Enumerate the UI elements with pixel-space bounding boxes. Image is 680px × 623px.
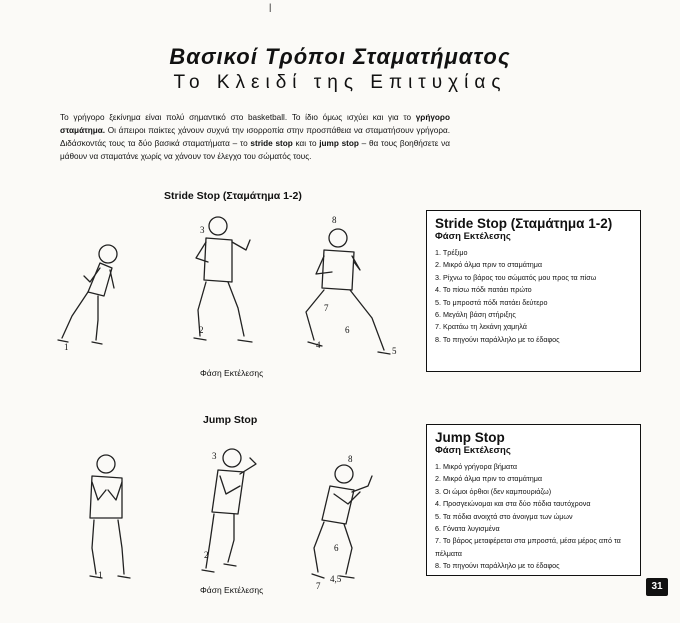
list-item: 8. Το πηγούνι παράλληλο με το έδαφος (435, 561, 560, 571)
list-item: 7. Κρατάω τη λεκάνη χαμηλά (435, 322, 527, 332)
list-item: 2. Μικρό άλμα πριν το σταμάτημα (435, 260, 543, 270)
list-item: 3. Οι ώμοι όρθιοι (δεν καμπουριάζω) (435, 486, 552, 496)
stride-label-3: 3 (200, 225, 205, 235)
stride-figure-hop (194, 217, 252, 342)
page-title: Βασικοί Τρόποι Σταματήματος (169, 44, 511, 69)
jump-box-subtitle: Φάση Εκτέλεσης (435, 445, 511, 456)
intro-bold-fast-stop: γρήγορο σταμάτημα. (60, 113, 450, 135)
jump-label-2: 2 (204, 550, 209, 560)
list-item: 8. Το πηγούνι παράλληλο με το έδαφος (435, 334, 560, 344)
jump-figure-hop (202, 449, 256, 572)
stride-label-4: 4 (316, 340, 321, 350)
list-item: 1. Μικρό γρήγορα βήματα (435, 462, 518, 471)
jump-figure-ready (90, 455, 130, 578)
intro-text-1: Το γρήγορο ξεκίνημα είναι πολύ σημαντικό στο basketball. Το ίδιο όμως ισχύει και για το (60, 113, 416, 122)
stride-label-1: 1 (64, 342, 69, 352)
page-subtitle: Το Κλειδί της Επιτυχίας (173, 72, 507, 93)
list-item: 4. Προσγειώνομαι και στα δύο πόδια ταυτόχρονα (435, 499, 591, 509)
list-item: 1. Τρέξιμο (435, 248, 468, 257)
jump-label-1: 1 (98, 570, 103, 580)
intro-bold-stride-stop: stride stop (250, 139, 293, 148)
jump-figure-caption: Φάση Εκτέλεσης (200, 585, 264, 595)
jump-label-3: 3 (212, 451, 217, 461)
intro-bold-jump-stop: jump stop (319, 139, 359, 148)
jump-label-8: 8 (348, 454, 353, 464)
jump-figure-landing (312, 465, 372, 578)
stride-label-8: 8 (332, 215, 337, 225)
stride-figure-running (58, 245, 117, 344)
stride-box-subtitle: Φάση Εκτέλεσης (435, 231, 511, 242)
intro-text-3: και το (292, 139, 320, 148)
list-item: 6. Μεγάλη βάση στήριξης (435, 310, 516, 320)
jump-label-6: 6 (334, 543, 339, 553)
stride-label-2: 2 (199, 325, 204, 335)
page-mark: | (269, 2, 272, 12)
list-item: 4. Το πίσω πόδι πατάει πρώτο (435, 285, 532, 295)
stride-label-7: 7 (324, 303, 329, 313)
jump-label-4-5: 4,5 (330, 574, 342, 584)
list-item: 2. Μικρό άλμα πριν το σταμάτημα (435, 474, 543, 484)
list-item: 3. Ρίχνω το βάρος του σώματός μου προς τα πίσω (435, 272, 597, 282)
stride-label-6: 6 (345, 325, 350, 335)
page-number: 31 (646, 578, 668, 596)
jump-figure-title: Jump Stop (203, 414, 258, 426)
stride-figure-landing (306, 229, 390, 354)
stride-label-5: 5 (392, 346, 397, 356)
intro-text-4: – θα τους βοηθήσετε να μάθουν να σταματάνε χωρίς να χάνουν τον έλεγχο του σώματός τους. (60, 139, 450, 161)
list-item: 7. Το βάρος μεταφέρεται στα μπροστά, μέσα μέρος από τα πέλματα (435, 536, 621, 558)
stride-box-title: Stride Stop (Σταμάτημα 1-2) (435, 216, 613, 231)
stride-figure-caption: Φάση Εκτέλεσης (200, 368, 264, 378)
jump-label-7: 7 (316, 581, 321, 591)
list-item: 5. Τα πόδια ανοιχτά στο άνοιγμα των ώμων (435, 511, 573, 521)
stride-figure-title: Stride Stop (Σταμάτημα 1-2) (164, 190, 302, 202)
list-item: 5. Το μπροστά πόδι πατάει δεύτερο (435, 297, 548, 307)
list-item: 6. Γόνατα λυγισμένα (435, 524, 500, 534)
jump-box-title: Jump Stop (435, 430, 505, 445)
intro-text-2: Οι άπειροι παίκτες χάνουν συχνά την ισορροπία στην προσπάθεια να σταματήσουν γρήγορα. Διδάσκοντάς τους τα δύο βασικά σταματήματα – το (60, 126, 450, 148)
